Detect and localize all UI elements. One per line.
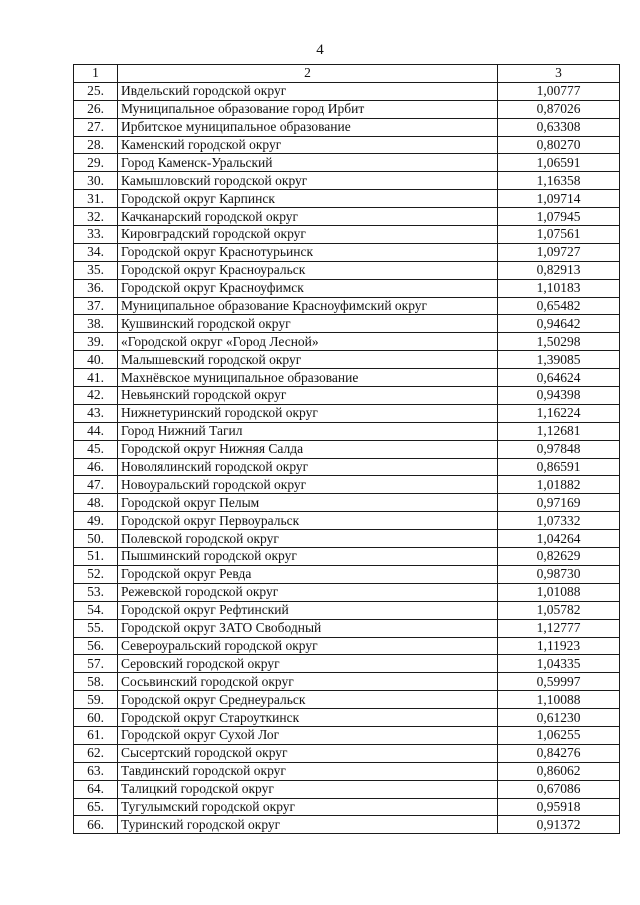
row-number-cell: 51.: [74, 548, 118, 566]
municipality-name-cell: Ивдельский городской округ: [118, 82, 498, 100]
row-number-cell: 28.: [74, 136, 118, 154]
row-number-cell: 32.: [74, 208, 118, 226]
row-number-cell: 50.: [74, 530, 118, 548]
table-row: [74, 744, 620, 762]
row-number-cell: 35.: [74, 261, 118, 279]
table-row: [74, 118, 620, 136]
row-number-cell: 62.: [74, 744, 118, 762]
table-row: [74, 619, 620, 637]
table-row: [74, 512, 620, 530]
row-number-cell: 52.: [74, 565, 118, 583]
table-row: [74, 601, 620, 619]
column-header-name: 2: [118, 65, 498, 83]
municipality-name-cell: Каменский городской округ: [118, 136, 498, 154]
municipality-name-cell: Сысертский городской округ: [118, 744, 498, 762]
coefficient-cell: 1,16224: [498, 404, 620, 422]
municipality-name-cell: Туринский городской округ: [118, 816, 498, 834]
municipality-name-cell: Североуральский городской округ: [118, 637, 498, 655]
coefficient-cell: 0,59997: [498, 673, 620, 691]
coefficient-cell: 0,91372: [498, 816, 620, 834]
municipality-name-cell: Городской округ Краснотурьинск: [118, 243, 498, 261]
municipality-name-cell: Город Нижний Тагил: [118, 422, 498, 440]
municipality-name-cell: Кировградский городской округ: [118, 226, 498, 244]
municipality-name-cell: Сосьвинский городской округ: [118, 673, 498, 691]
coefficient-cell: 0,80270: [498, 136, 620, 154]
coefficient-cell: 1,07561: [498, 226, 620, 244]
table-row: [74, 279, 620, 297]
row-number-cell: 39.: [74, 333, 118, 351]
table-row: [74, 476, 620, 494]
municipality-name-cell: Новолялинский городской округ: [118, 458, 498, 476]
coefficient-cell: 0,94398: [498, 387, 620, 405]
row-number-cell: 55.: [74, 619, 118, 637]
table-row: [74, 673, 620, 691]
table-row: [74, 226, 620, 244]
row-number-cell: 41.: [74, 369, 118, 387]
table-row: [74, 82, 620, 100]
municipality-name-cell: Городской округ Рефтинский: [118, 601, 498, 619]
table-row: [74, 726, 620, 744]
table-row: [74, 780, 620, 798]
coefficient-cell: 1,39085: [498, 351, 620, 369]
row-number-cell: 27.: [74, 118, 118, 136]
municipality-name-cell: Талицкий городской округ: [118, 780, 498, 798]
table-row: [74, 583, 620, 601]
table-row: [74, 261, 620, 279]
table-row: [74, 136, 620, 154]
coefficient-cell: 1,12777: [498, 619, 620, 637]
table-row: [74, 565, 620, 583]
table-row: [74, 243, 620, 261]
municipality-name-cell: Городской округ Красноуральск: [118, 261, 498, 279]
coefficient-cell: 1,01882: [498, 476, 620, 494]
row-number-cell: 61.: [74, 726, 118, 744]
row-number-cell: 66.: [74, 816, 118, 834]
table-row: [74, 369, 620, 387]
coefficient-cell: 0,82913: [498, 261, 620, 279]
row-number-cell: 59.: [74, 691, 118, 709]
coefficient-cell: 0,95918: [498, 798, 620, 816]
table-row: [74, 637, 620, 655]
municipality-name-cell: Тавдинский городской округ: [118, 762, 498, 780]
coefficient-cell: 1,16358: [498, 172, 620, 190]
row-number-cell: 44.: [74, 422, 118, 440]
coefficient-cell: 1,07945: [498, 208, 620, 226]
row-number-cell: 33.: [74, 226, 118, 244]
table-row: [74, 709, 620, 727]
municipality-name-cell: Городской округ Ревда: [118, 565, 498, 583]
row-number-cell: 38.: [74, 315, 118, 333]
table-row: [74, 798, 620, 816]
municipality-name-cell: Махнёвское муниципальное образование: [118, 369, 498, 387]
coefficient-cell: 1,04335: [498, 655, 620, 673]
table-row: [74, 655, 620, 673]
coefficient-cell: 0,97848: [498, 440, 620, 458]
municipality-name-cell: Режевской городской округ: [118, 583, 498, 601]
page-number: 4: [316, 42, 324, 58]
row-number-cell: 49.: [74, 512, 118, 530]
municipality-name-cell: Тугулымский городской округ: [118, 798, 498, 816]
row-number-cell: 34.: [74, 243, 118, 261]
coefficient-cell: 1,10088: [498, 691, 620, 709]
coefficient-cell: 0,97169: [498, 494, 620, 512]
row-number-cell: 47.: [74, 476, 118, 494]
municipality-name-cell: Город Каменск-Уральский: [118, 154, 498, 172]
municipality-name-cell: Нижнетуринский городской округ: [118, 404, 498, 422]
municipality-name-cell: Муниципальное образование Красноуфимский округ: [118, 297, 498, 315]
row-number-cell: 48.: [74, 494, 118, 512]
table-row: [74, 404, 620, 422]
row-number-cell: 30.: [74, 172, 118, 190]
municipality-name-cell: Малышевский городской округ: [118, 351, 498, 369]
coefficient-cell: 1,01088: [498, 583, 620, 601]
coefficient-cell: 0,86591: [498, 458, 620, 476]
table-row: [74, 816, 620, 834]
row-number-cell: 57.: [74, 655, 118, 673]
coefficient-cell: 0,63308: [498, 118, 620, 136]
table-row: [74, 100, 620, 118]
municipality-name-cell: Городской округ Пелым: [118, 494, 498, 512]
coefficient-cell: 0,87026: [498, 100, 620, 118]
table-row: [74, 422, 620, 440]
coefficient-cell: 1,06591: [498, 154, 620, 172]
row-number-cell: 46.: [74, 458, 118, 476]
table-row: [74, 548, 620, 566]
coefficient-cell: 1,07332: [498, 512, 620, 530]
row-number-cell: 63.: [74, 762, 118, 780]
coefficient-cell: 0,64624: [498, 369, 620, 387]
coefficient-cell: 0,98730: [498, 565, 620, 583]
coefficient-cell: 0,84276: [498, 744, 620, 762]
row-number-cell: 29.: [74, 154, 118, 172]
row-number-cell: 54.: [74, 601, 118, 619]
table-row: [74, 458, 620, 476]
municipality-name-cell: Городской округ Сухой Лог: [118, 726, 498, 744]
coefficient-cell: 0,65482: [498, 297, 620, 315]
table-body: [74, 65, 620, 834]
municipality-name-cell: Полевской городской округ: [118, 530, 498, 548]
table-row: [74, 154, 620, 172]
coefficient-cell: 1,00777: [498, 82, 620, 100]
coefficient-cell: 0,94642: [498, 315, 620, 333]
row-number-cell: 26.: [74, 100, 118, 118]
row-number-cell: 64.: [74, 780, 118, 798]
table-row: [74, 530, 620, 548]
table-row: [74, 333, 620, 351]
coefficient-cell: 1,09727: [498, 243, 620, 261]
municipality-name-cell: Городской округ Первоуральск: [118, 512, 498, 530]
municipality-name-cell: Ирбитское муниципальное образование: [118, 118, 498, 136]
municipality-name-cell: Городской округ Нижняя Салда: [118, 440, 498, 458]
row-number-cell: 65.: [74, 798, 118, 816]
coefficient-cell: 1,12681: [498, 422, 620, 440]
municipality-name-cell: Новоуральский городской округ: [118, 476, 498, 494]
table-row: [74, 208, 620, 226]
coefficient-cell: 1,50298: [498, 333, 620, 351]
municipality-name-cell: Кушвинский городской округ: [118, 315, 498, 333]
municipality-name-cell: «Городской округ «Город Лесной»: [118, 333, 498, 351]
column-header-value: 3: [498, 65, 620, 83]
row-number-cell: 36.: [74, 279, 118, 297]
row-number-cell: 58.: [74, 673, 118, 691]
row-number-cell: 31.: [74, 190, 118, 208]
row-number-cell: 45.: [74, 440, 118, 458]
coefficient-cell: 0,61230: [498, 709, 620, 727]
municipality-name-cell: Серовский городской округ: [118, 655, 498, 673]
row-number-cell: 42.: [74, 387, 118, 405]
coefficient-cell: 1,10183: [498, 279, 620, 297]
municipality-name-cell: Невьянский городской округ: [118, 387, 498, 405]
municipality-name-cell: Городской округ Староуткинск: [118, 709, 498, 727]
municipality-name-cell: Пышминский городской округ: [118, 548, 498, 566]
table-row: [74, 387, 620, 405]
row-number-cell: 37.: [74, 297, 118, 315]
municipality-name-cell: Городской округ ЗАТО Свободный: [118, 619, 498, 637]
row-number-cell: 40.: [74, 351, 118, 369]
table-row: [74, 172, 620, 190]
table-row: [74, 762, 620, 780]
coefficient-cell: 1,05782: [498, 601, 620, 619]
coefficient-cell: 1,09714: [498, 190, 620, 208]
coefficient-cell: 1,11923: [498, 637, 620, 655]
column-header-number: 1: [74, 65, 118, 83]
municipality-name-cell: Городской округ Карпинск: [118, 190, 498, 208]
coefficient-cell: 0,82629: [498, 548, 620, 566]
table-row: [74, 691, 620, 709]
table-row: [74, 315, 620, 333]
table-header-row: [74, 65, 620, 83]
municipality-name-cell: Качканарский городской округ: [118, 208, 498, 226]
table-row: [74, 297, 620, 315]
table-row: [74, 494, 620, 512]
row-number-cell: 53.: [74, 583, 118, 601]
coefficient-cell: 0,86062: [498, 762, 620, 780]
table-row: [74, 351, 620, 369]
table-row: [74, 190, 620, 208]
row-number-cell: 43.: [74, 404, 118, 422]
municipality-name-cell: Муниципальное образование город Ирбит: [118, 100, 498, 118]
coefficient-cell: 1,04264: [498, 530, 620, 548]
row-number-cell: 56.: [74, 637, 118, 655]
row-number-cell: 60.: [74, 709, 118, 727]
municipality-name-cell: Городской округ Среднеуральск: [118, 691, 498, 709]
data-table: [73, 64, 620, 834]
row-number-cell: 25.: [74, 82, 118, 100]
table-row: [74, 440, 620, 458]
municipality-name-cell: Камышловский городской округ: [118, 172, 498, 190]
coefficient-cell: 1,06255: [498, 726, 620, 744]
municipality-name-cell: Городской округ Красноуфимск: [118, 279, 498, 297]
coefficient-cell: 0,67086: [498, 780, 620, 798]
